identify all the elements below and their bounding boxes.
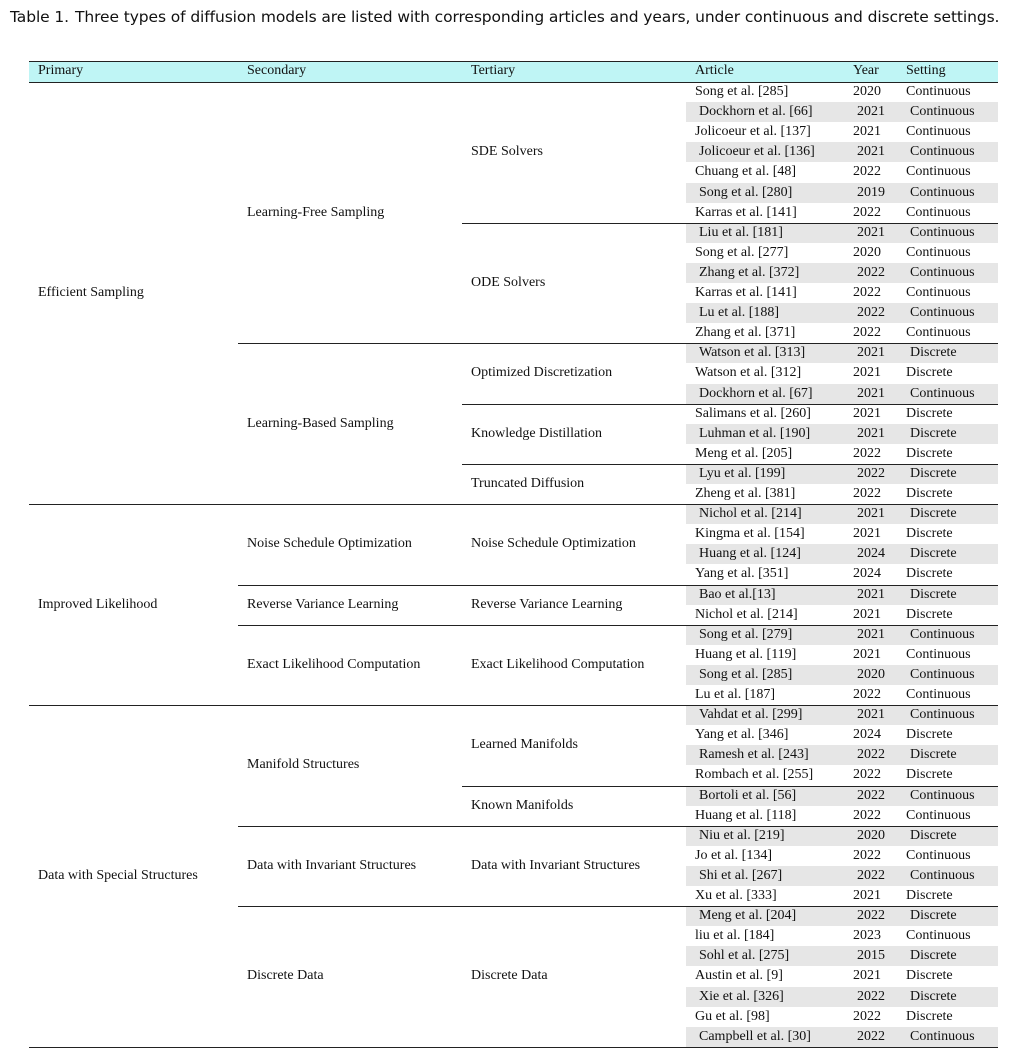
tertiary-group-rule — [462, 464, 998, 465]
primary-group-label: Improved Likelihood — [38, 596, 158, 612]
year-cell: 2022 — [853, 807, 881, 823]
article-cell: Lu et al. [188] — [699, 305, 780, 321]
setting-cell: Continuous — [910, 666, 975, 682]
year-cell: 2022 — [857, 787, 885, 803]
caption-label: Table 1. — [10, 8, 69, 26]
year-cell: 2021 — [857, 385, 885, 401]
year-cell: 2021 — [853, 526, 881, 542]
article-cell: Karras et al. [141] — [695, 285, 797, 300]
article-cell: Song et al. [279] — [699, 626, 793, 642]
year-cell: 2021 — [857, 626, 885, 642]
article-cell: Jolicoeur et al. [137] — [695, 124, 811, 140]
year-cell: 2022 — [857, 747, 885, 763]
article-cell: Nichol et al. [214] — [695, 606, 798, 622]
setting-cell: Discrete — [906, 606, 953, 622]
year-cell: 2021 — [853, 888, 881, 903]
year-cell: 2022 — [853, 445, 881, 461]
setting-cell: Continuous — [906, 687, 971, 702]
year-cell: 2021 — [853, 968, 881, 984]
year-cell: 2022 — [853, 486, 881, 501]
secondary-group-label: Exact Likelihood Computation — [247, 656, 421, 672]
setting-cell: Continuous — [910, 626, 975, 642]
setting-cell: Discrete — [906, 727, 953, 743]
setting-cell: Discrete — [910, 747, 957, 763]
article-cell: Bao et al.[13] — [699, 586, 776, 602]
article-cell: Karras et al. [141] — [695, 204, 797, 220]
year-cell: 2021 — [857, 707, 885, 723]
secondary-group-rule — [238, 906, 998, 907]
header-year: Year — [853, 63, 879, 78]
year-cell: 2021 — [857, 144, 885, 160]
year-cell: 2015 — [857, 948, 885, 964]
article-cell: Kingma et al. [154] — [695, 526, 805, 542]
year-cell: 2022 — [853, 687, 881, 702]
article-cell: Shi et al. [267] — [699, 867, 783, 883]
setting-cell: Continuous — [906, 164, 971, 180]
setting-cell: Discrete — [906, 1008, 953, 1024]
article-cell: Dockhorn et al. [66] — [699, 104, 813, 120]
setting-cell: Continuous — [910, 264, 975, 280]
secondary-group-label: Noise Schedule Optimization — [247, 536, 412, 552]
article-cell: Luhman et al. [190] — [699, 425, 811, 441]
header-article: Article — [695, 63, 734, 78]
setting-cell: Continuous — [910, 144, 975, 160]
secondary-group-label: Learning-Based Sampling — [247, 415, 394, 431]
article-cell: Campbell et al. [30] — [699, 1028, 811, 1044]
year-cell: 2021 — [853, 365, 881, 381]
tertiary-group-label: Known Manifolds — [471, 797, 574, 813]
setting-cell: Continuous — [910, 104, 975, 120]
setting-cell: Continuous — [910, 867, 975, 883]
setting-cell: Continuous — [906, 646, 971, 662]
article-cell: Zheng et al. [381] — [695, 486, 796, 501]
tertiary-group-label: Discrete Data — [471, 968, 548, 984]
article-cell: Meng et al. [204] — [699, 908, 797, 924]
secondary-group-rule — [238, 826, 998, 827]
setting-cell: Discrete — [910, 465, 957, 481]
setting-cell: Discrete — [910, 908, 957, 924]
tertiary-group-rule — [462, 223, 998, 224]
year-cell: 2021 — [853, 405, 881, 421]
article-cell: Ramesh et al. [243] — [699, 747, 809, 763]
year-cell: 2021 — [853, 646, 881, 662]
article-cell: Huang et al. [124] — [699, 546, 801, 562]
article-cell: Song et al. [285] — [695, 84, 789, 99]
tertiary-group-label: Exact Likelihood Computation — [471, 656, 645, 672]
article-cell: Song et al. [285] — [699, 666, 793, 682]
setting-cell: Continuous — [910, 224, 975, 240]
setting-cell: Discrete — [906, 566, 953, 582]
tertiary-group-label: ODE Solvers — [471, 275, 546, 290]
year-cell: 2022 — [857, 867, 885, 883]
tertiary-group-label: SDE Solvers — [471, 144, 543, 160]
setting-cell: Continuous — [906, 285, 971, 300]
year-cell: 2022 — [853, 164, 881, 180]
setting-cell: Continuous — [906, 928, 971, 944]
setting-cell: Continuous — [906, 807, 971, 823]
setting-cell: Continuous — [910, 385, 975, 401]
tertiary-group-label: Knowledge Distillation — [471, 425, 603, 441]
setting-cell: Discrete — [906, 526, 953, 542]
setting-cell: Continuous — [906, 244, 971, 260]
year-cell: 2020 — [853, 84, 881, 99]
header-secondary: Secondary — [247, 63, 307, 78]
setting-cell: Continuous — [910, 1028, 975, 1044]
article-cell: Huang et al. [118] — [695, 807, 797, 823]
tertiary-group-rule — [462, 786, 998, 787]
secondary-group-rule — [238, 625, 998, 626]
year-cell: 2022 — [853, 1008, 881, 1024]
article-cell: Lyu et al. [199] — [699, 465, 786, 481]
article-cell: Liu et al. [181] — [699, 224, 783, 240]
article-cell: Dockhorn et al. [67] — [699, 385, 813, 401]
setting-cell: Continuous — [910, 787, 975, 803]
article-cell: Yang et al. [351] — [695, 566, 789, 582]
article-cell: Meng et al. [205] — [695, 445, 793, 461]
setting-cell: Discrete — [906, 968, 953, 984]
year-cell: 2021 — [857, 345, 885, 361]
article-cell: Sohl et al. [275] — [699, 948, 790, 964]
year-cell: 2020 — [853, 244, 881, 260]
article-cell: Xu et al. [333] — [695, 888, 777, 903]
tertiary-group-label: Learned Manifolds — [471, 737, 578, 753]
table-caption — [10, 8, 1026, 26]
header-top-rule — [29, 61, 998, 62]
article-cell: Yang et al. [346] — [695, 727, 789, 743]
article-cell: Watson et al. [312] — [695, 365, 802, 381]
article-cell: Song et al. [277] — [695, 244, 789, 260]
year-cell: 2022 — [853, 847, 881, 863]
setting-cell: Discrete — [910, 948, 957, 964]
tertiary-group-label: Reverse Variance Learning — [471, 596, 623, 612]
setting-cell: Discrete — [910, 988, 957, 1004]
setting-cell: Continuous — [910, 184, 975, 200]
article-cell: Chuang et al. [48] — [695, 164, 797, 180]
secondary-group-rule — [238, 343, 998, 344]
article-cell: liu et al. [184] — [695, 928, 775, 944]
article-cell: Austin et al. [9] — [695, 968, 783, 984]
setting-cell: Discrete — [906, 365, 953, 381]
header-setting: Setting — [906, 63, 946, 78]
article-cell: Huang et al. [119] — [695, 646, 797, 662]
tertiary-group-rule — [462, 404, 998, 405]
setting-cell: Continuous — [906, 84, 971, 99]
article-cell: Niu et al. [219] — [699, 827, 785, 843]
setting-cell: Discrete — [906, 888, 953, 903]
year-cell: 2021 — [857, 425, 885, 441]
setting-cell: Discrete — [910, 345, 957, 361]
article-cell: Gu et al. [98] — [695, 1008, 770, 1024]
year-cell: 2021 — [853, 124, 881, 140]
year-cell: 2021 — [853, 606, 881, 622]
year-cell: 2022 — [857, 305, 885, 321]
primary-group-rule — [29, 705, 998, 706]
secondary-group-label: Data with Invariant Structures — [247, 857, 417, 873]
tertiary-group-label: Noise Schedule Optimization — [471, 536, 636, 552]
year-cell: 2022 — [857, 264, 885, 280]
caption-text: Three types of diffusion models are listed with corresponding articles and years, under continuous and discrete settings. — [75, 8, 1000, 26]
article-cell: Watson et al. [313] — [699, 345, 806, 361]
secondary-group-label: Reverse Variance Learning — [247, 596, 399, 612]
article-cell: Lu et al. [187] — [695, 687, 776, 702]
article-cell: Song et al. [280] — [699, 184, 793, 200]
article-cell: Vahdat et al. [299] — [699, 707, 803, 723]
year-cell: 2022 — [853, 325, 881, 341]
header-primary: Primary — [38, 63, 84, 78]
year-cell: 2021 — [857, 104, 885, 120]
secondary-group-label: Discrete Data — [247, 968, 324, 984]
setting-cell: Continuous — [906, 124, 971, 140]
secondary-group-label: Learning-Free Sampling — [247, 204, 385, 220]
year-cell: 2022 — [857, 465, 885, 481]
article-cell: Zhang et al. [372] — [699, 264, 800, 280]
diffusion-models-table — [29, 61, 998, 1053]
setting-cell: Continuous — [910, 707, 975, 723]
setting-cell: Discrete — [910, 425, 957, 441]
primary-group-label: Efficient Sampling — [38, 285, 144, 301]
year-cell: 2021 — [857, 506, 885, 522]
setting-cell: Discrete — [910, 506, 957, 522]
setting-cell: Discrete — [906, 767, 953, 783]
secondary-group-rule — [238, 585, 998, 586]
setting-cell: Discrete — [910, 827, 957, 843]
tertiary-group-label: Truncated Diffusion — [471, 476, 585, 491]
year-cell: 2024 — [853, 566, 881, 582]
year-cell: 2022 — [857, 1028, 885, 1044]
article-cell: Rombach et al. [255] — [695, 767, 814, 783]
setting-cell: Continuous — [906, 325, 971, 341]
secondary-group-label: Manifold Structures — [247, 757, 360, 773]
article-cell: Bortoli et al. [56] — [699, 787, 797, 803]
primary-group-label: Data with Special Structures — [38, 867, 198, 883]
setting-cell: Discrete — [906, 486, 953, 501]
year-cell: 2024 — [857, 546, 885, 562]
setting-cell: Discrete — [906, 405, 953, 421]
year-cell: 2019 — [857, 184, 885, 200]
setting-cell: Continuous — [906, 847, 971, 863]
tertiary-group-label: Optimized Discretization — [471, 365, 613, 381]
year-cell: 2022 — [857, 908, 885, 924]
header-tertiary: Tertiary — [471, 63, 516, 78]
tertiary-group-label: Data with Invariant Structures — [471, 857, 641, 873]
setting-cell: Continuous — [910, 305, 975, 321]
article-cell: Xie et al. [326] — [699, 988, 784, 1004]
year-cell: 2021 — [857, 224, 885, 240]
article-cell: Nichol et al. [214] — [699, 506, 802, 522]
article-cell: Zhang et al. [371] — [695, 325, 796, 341]
setting-cell: Discrete — [910, 586, 957, 602]
year-cell: 2022 — [853, 204, 881, 220]
article-cell: Jolicoeur et al. [136] — [699, 144, 815, 160]
primary-group-rule — [29, 504, 998, 505]
year-cell: 2022 — [853, 285, 881, 300]
setting-cell: Discrete — [906, 445, 953, 461]
year-cell: 2020 — [857, 666, 885, 682]
year-cell: 2023 — [853, 928, 881, 944]
year-cell: 2022 — [857, 988, 885, 1004]
article-cell: Salimans et al. [260] — [695, 405, 811, 421]
year-cell: 2020 — [857, 827, 885, 843]
year-cell: 2024 — [853, 727, 881, 743]
year-cell: 2021 — [857, 586, 885, 602]
year-cell: 2022 — [853, 767, 881, 783]
article-cell: Jo et al. [134] — [695, 847, 772, 863]
table-bottom-rule — [29, 1047, 998, 1048]
setting-cell: Discrete — [910, 546, 957, 562]
setting-cell: Continuous — [906, 204, 971, 220]
